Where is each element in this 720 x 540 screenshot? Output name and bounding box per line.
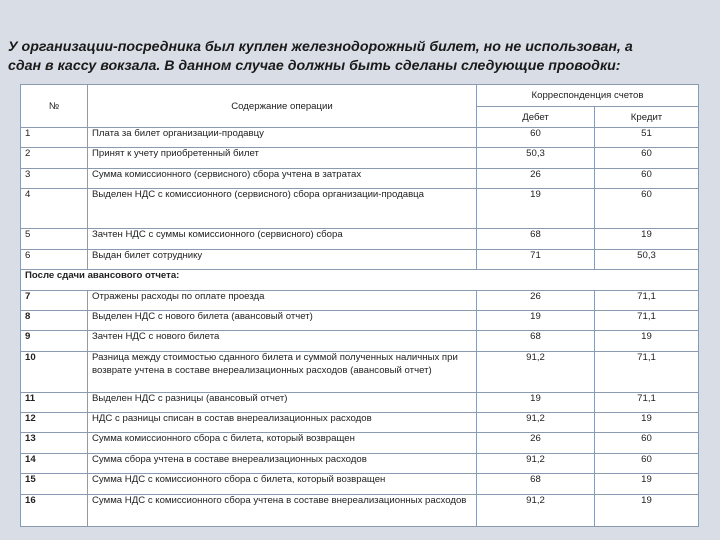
- row-content-cell: Зачтен НДС с суммы комиссионного (сервисного) сбора: [88, 229, 477, 250]
- column-header-correspondence: Корреспонденция счетов: [477, 85, 699, 107]
- row-content-cell: Выдан билет сотруднику: [88, 250, 477, 270]
- row-debit-cell: 26: [477, 433, 595, 454]
- section-row: [21, 270, 699, 291]
- row-content-cell: Отражены расходы по оплате проезда: [88, 291, 477, 311]
- column-header-number: №: [21, 85, 88, 128]
- table-row: [21, 189, 699, 229]
- row-credit-cell: 71,1: [595, 291, 699, 311]
- table-body: [21, 128, 699, 527]
- row-debit-cell: 68: [477, 474, 595, 495]
- row-credit-cell: 50,3: [595, 250, 699, 270]
- table-row: [21, 352, 699, 393]
- table-row: [21, 454, 699, 474]
- row-number-cell: 14: [21, 454, 88, 474]
- row-content-cell: НДС с разницы списан в состав внереализационных расходов: [88, 413, 477, 433]
- row-credit-cell: 71,1: [595, 393, 699, 413]
- column-header-credit: Кредит: [595, 107, 699, 128]
- table-row: [21, 331, 699, 352]
- row-credit-cell: 60: [595, 148, 699, 169]
- row-content-cell: Принят к учету приобретенный билет: [88, 148, 477, 169]
- row-number-cell: 1: [21, 128, 88, 148]
- row-debit-cell: 68: [477, 331, 595, 352]
- row-content-cell: Выделен НДС с комиссионного (сервисного) сбора организации-продавца: [88, 189, 477, 229]
- row-debit-cell: 91,2: [477, 495, 595, 527]
- row-number-cell: 7: [21, 291, 88, 311]
- row-debit-cell: 19: [477, 393, 595, 413]
- table-row: [21, 250, 699, 270]
- section-label: После сдачи авансового отчета:: [21, 270, 699, 291]
- row-credit-cell: 19: [595, 413, 699, 433]
- table-row: [21, 128, 699, 148]
- table-row: [21, 433, 699, 454]
- row-content-cell: Сумма НДС с комиссионного сбора с билета, который возвращен: [88, 474, 477, 495]
- row-debit-cell: 50,3: [477, 148, 595, 169]
- row-number-cell: 15: [21, 474, 88, 495]
- row-number-cell: 13: [21, 433, 88, 454]
- row-number-cell: 12: [21, 413, 88, 433]
- row-content-cell: Зачтен НДС с нового билета: [88, 331, 477, 352]
- heading-line-1: У организации-посредника был куплен железнодорожный билет, но не использован, а: [8, 39, 633, 55]
- row-debit-cell: 60: [477, 128, 595, 148]
- column-header-debit: Дебет: [477, 107, 595, 128]
- table-row: [21, 229, 699, 250]
- row-credit-cell: 71,1: [595, 311, 699, 331]
- row-credit-cell: 19: [595, 495, 699, 527]
- table-row: [21, 474, 699, 495]
- table-row: [21, 148, 699, 169]
- column-header-content: Содержание операции: [88, 85, 477, 128]
- row-number-cell: 8: [21, 311, 88, 331]
- row-number-cell: 11: [21, 393, 88, 413]
- row-debit-cell: 19: [477, 189, 595, 229]
- table-row: [21, 311, 699, 331]
- row-number-cell: 3: [21, 169, 88, 189]
- row-debit-cell: 26: [477, 291, 595, 311]
- row-credit-cell: 51: [595, 128, 699, 148]
- row-number-cell: 9: [21, 331, 88, 352]
- page-heading: [8, 38, 714, 76]
- row-number-cell: 4: [21, 189, 88, 229]
- row-number-cell: 6: [21, 250, 88, 270]
- table-row: [21, 393, 699, 413]
- row-number-cell: 5: [21, 229, 88, 250]
- table-row: [21, 169, 699, 189]
- table-row: [21, 495, 699, 527]
- row-debit-cell: 19: [477, 311, 595, 331]
- row-debit-cell: 26: [477, 169, 595, 189]
- table-row: [21, 413, 699, 433]
- row-content-cell: Сумма НДС с комиссионного сбора учтена в составе внереализационных расходов: [88, 495, 477, 527]
- row-credit-cell: 60: [595, 433, 699, 454]
- row-debit-cell: 91,2: [477, 352, 595, 393]
- row-number-cell: 16: [21, 495, 88, 527]
- row-credit-cell: 19: [595, 331, 699, 352]
- row-number-cell: 10: [21, 352, 88, 393]
- row-number-cell: 2: [21, 148, 88, 169]
- row-debit-cell: 71: [477, 250, 595, 270]
- row-content-cell: Сумма комиссионного сбора с билета, который возвращен: [88, 433, 477, 454]
- row-content-cell: Плата за билет организации-продавцу: [88, 128, 477, 148]
- row-debit-cell: 68: [477, 229, 595, 250]
- row-content-cell: Выделен НДС с нового билета (авансовый отчет): [88, 311, 477, 331]
- row-credit-cell: 60: [595, 169, 699, 189]
- row-debit-cell: 91,2: [477, 413, 595, 433]
- row-debit-cell: 91,2: [477, 454, 595, 474]
- row-credit-cell: 60: [595, 454, 699, 474]
- row-content-cell: Выделен НДС с разницы (авансовый отчет): [88, 393, 477, 413]
- row-credit-cell: 19: [595, 229, 699, 250]
- row-credit-cell: 71,1: [595, 352, 699, 393]
- row-credit-cell: 19: [595, 474, 699, 495]
- table-row: [21, 291, 699, 311]
- heading-line-2: сдан в кассу вокзала. В данном случае должны быть сделаны следующие проводки:: [8, 58, 621, 74]
- row-credit-cell: 60: [595, 189, 699, 229]
- row-content-cell: Разница между стоимостью сданного билета и суммой полученных наличных при возврате учтена в составе внереализационных расходов (авансовый отчет): [88, 352, 477, 393]
- postings-table: [20, 84, 699, 527]
- row-content-cell: Сумма сбора учтена в составе внереализационных расходов: [88, 454, 477, 474]
- row-content-cell: Сумма комиссионного (сервисного) сбора учтена в затратах: [88, 169, 477, 189]
